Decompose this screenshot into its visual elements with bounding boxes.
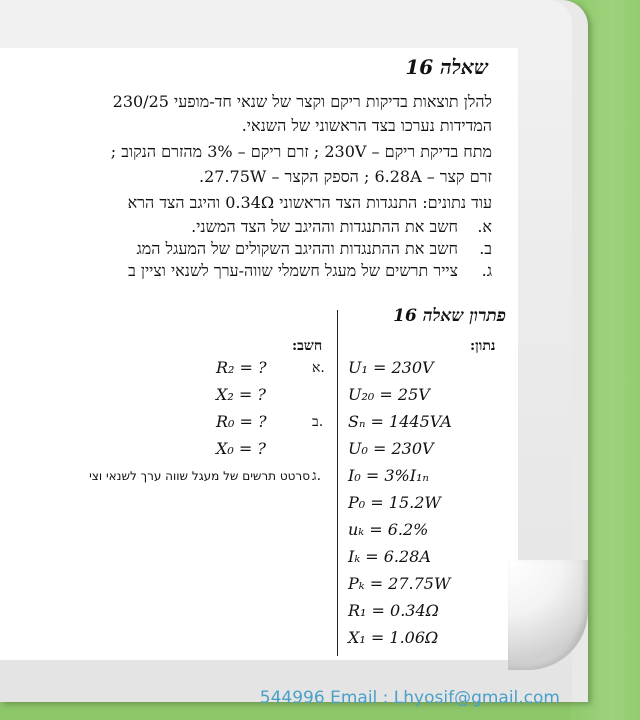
column-divider	[337, 310, 338, 656]
given-item: uₖ = 6.2%	[348, 520, 429, 539]
additional-data-line: עוד נתונים: התנגדות הצד הראשוני 0.34Ω והיגב הצד הרא	[127, 193, 492, 212]
given-item: Iₖ = 6.28A	[348, 547, 431, 566]
calc-item: R₀ = ?	[216, 412, 267, 431]
page-curl	[508, 560, 588, 670]
question-item-a	[191, 217, 492, 237]
calc-item: R₂ = ?	[216, 358, 267, 377]
short-test-line: זרם קצר – 6.28A ; הספק הקצר – 27.75W.	[199, 167, 492, 186]
calc-header: חשב:	[292, 338, 323, 354]
item-text: חשב את ההתנגדות וההיגב השקולים של המעגל המג	[136, 239, 458, 258]
question-item-b	[137, 239, 493, 259]
calc-item: X₂ = ?	[216, 385, 266, 404]
item-letter: ג.	[481, 261, 492, 280]
noload-test-line: מתח בדיקת ריקם – 230V ; זרם ריקם – 3% מהזרם הנקוב ;	[110, 142, 492, 161]
given-item: Pₖ = 27.75W	[348, 574, 451, 593]
item-text: צייר תרשים של מעגל חשמלי שווה-ערך לשנאי וציין ב	[128, 261, 458, 280]
intro-line-2: המדידות נערכו בצד הראשוני של השנאי.	[241, 116, 492, 135]
calc-item: X₀ = ?	[216, 439, 266, 458]
given-item: U₀ = 230V	[348, 439, 434, 458]
document-page	[0, 48, 518, 660]
given-item: X₁ = 1.06Ω	[348, 628, 439, 647]
solution-title: פתרון שאלה 16	[393, 306, 506, 326]
given-item: I₀ = 3%I₁ₙ	[348, 466, 429, 485]
given-header: נתון:	[470, 338, 496, 354]
calc-letter-b: ב.	[312, 414, 324, 430]
given-item: Sₙ = 1445VA	[348, 412, 452, 431]
given-item: U₂₀ = 25V	[348, 385, 430, 404]
item-letter: א.	[477, 217, 492, 236]
calc-letter-c: ג.	[312, 468, 322, 484]
given-item: R₁ = 0.34Ω	[348, 601, 439, 620]
question-title: שאלה 16	[405, 55, 488, 79]
footer-contact: 544996 Email : Lhyosif@gmail.com	[259, 688, 560, 708]
calc-item-c-text: סרטט תרשים של מעגל שווה ערך לשנאי וצי	[89, 469, 310, 483]
intro-line-1: להלן תוצאות בדיקות ריקם וקצר של שנאי חד-מופעי 230/25	[112, 92, 492, 111]
given-item: U₁ = 230V	[348, 358, 434, 377]
calc-letter-a: א.	[312, 360, 325, 376]
given-item: P₀ = 15.2W	[348, 493, 441, 512]
item-letter: ב.	[479, 239, 492, 258]
question-item-c	[128, 261, 492, 281]
item-text: חשב את ההתנגדות וההיגב של הצד המשני.	[191, 217, 458, 236]
